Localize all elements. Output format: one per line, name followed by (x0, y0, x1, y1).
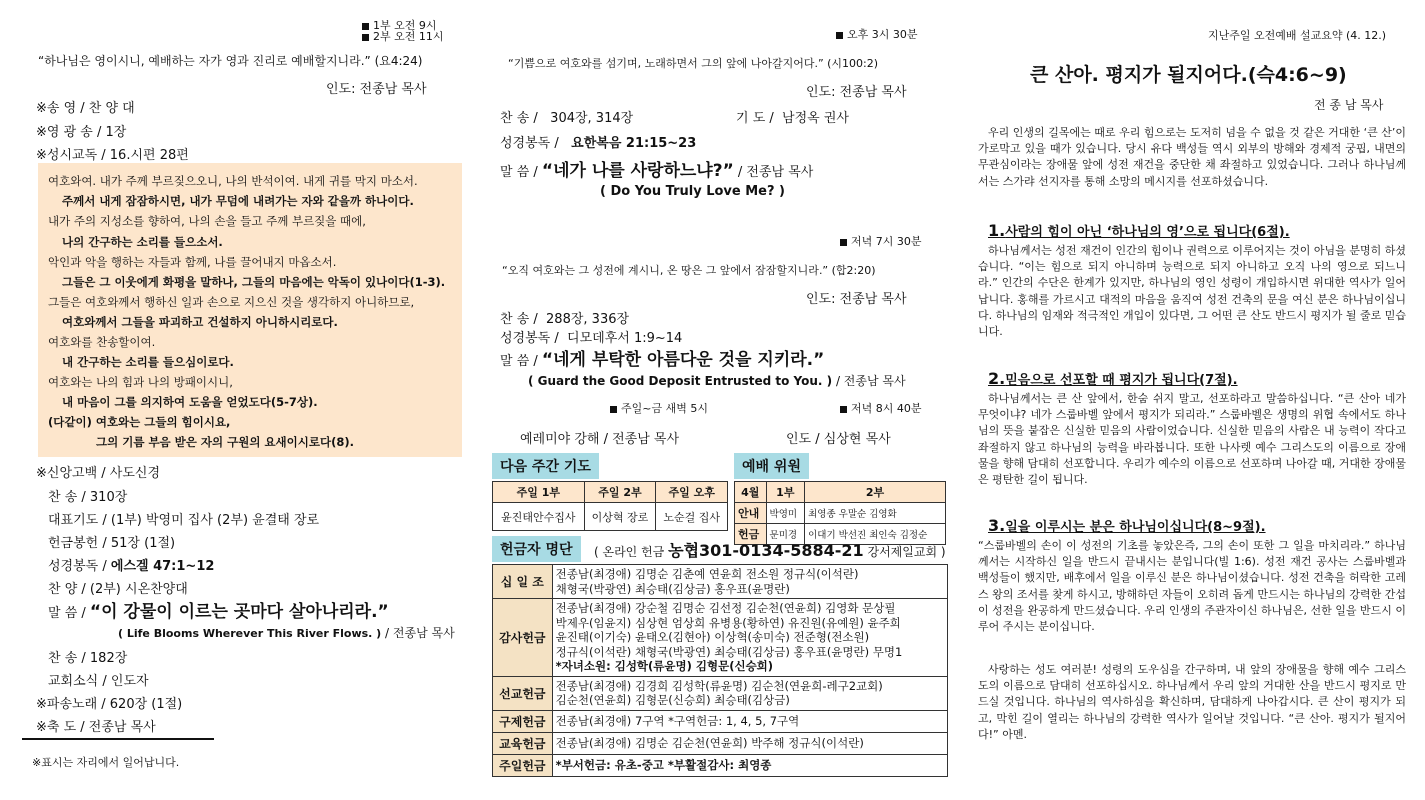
bullet-square-icon (836, 32, 843, 39)
summary-author: 전 종 남 목사 (1314, 98, 1384, 112)
reading-line: 여호와를 찬송할이여. (48, 335, 156, 349)
reading-line: 그의 기름 부음 받은 자의 구원의 요새이시로다(8). (96, 435, 354, 449)
committee-table (734, 481, 946, 545)
bullet-square-icon (840, 239, 847, 246)
reading-line: 그들은 그 이웃에게 화평을 말하나, 그들의 마음에는 악독이 있나이다(1-3). (62, 275, 446, 289)
point-heading-1: 1.사람의 힘이 아닌 ‘하나님의 영’으로 됩니다(6절). (988, 221, 1290, 240)
pm-hymn: 찬 송 / 304장, 314장 (500, 111, 634, 126)
divider (22, 738, 214, 740)
dawn-service-time: 주일~금 새벽 5시 (610, 400, 708, 416)
order-item: 헌금봉헌 / 51장 (1절) (48, 536, 176, 551)
table-row: 주일헌금 *부서헌금: 유초-중고 *부활절감사: 최영종 (493, 754, 948, 776)
evening-sermon-english: ( Guard the Good Deposit Entrusted to You. ) / 전종남 목사 (528, 374, 906, 388)
pm-service-time: 오후 3시 30분 (836, 26, 918, 42)
order-item: ※파송노래 / 620장 (1절) (36, 697, 183, 712)
reading-line: 내 마음이 그를 의지하여 도움을 얻었도다(5-7상). (62, 395, 318, 409)
summary-intro: 우리 인생의 길목에는 때로 우리 힘으로는 도저히 넘을 수 없을 것 같은 거대한 ‘큰 산’이 가로막고 있을 때가 있습니다. 당시 유다 백성들 역시 외부의 방해와 경제적 궁핍, 내면의 무관심이라는 장애물 앞에 성전 재건을 중단한 채 좌절하고 있었습니다. 그러나 하나님께서는 스가랴 선지자를 통해 소망의 메시지를 선포하셨습니다. (978, 126, 1406, 188)
reading-line: 악인과 악을 행하는 자들과 함께, 나를 끌어내지 마옵소서. (48, 255, 337, 269)
order-item: 찬 송 / 310장 (48, 490, 128, 505)
night-service-text: 인도 / 심상현 목사 (786, 432, 891, 447)
service-time-1: 1부 오전 9시 (373, 19, 437, 32)
order-item: 찬 송 / 182장 (48, 651, 128, 666)
table-header: 4월 1부 2부 (735, 482, 946, 503)
evening-reading: 성경봉독 / 디모데후서 1:9~14 (500, 331, 683, 346)
service-times (362, 20, 444, 42)
summary-title: 큰 산아. 평지가 될지어다.(슥4:6~9) (1030, 64, 1347, 86)
table-row: 구제헌금 전종남(최경애) 7구역 *구역헌금: 1, 4, 5, 7구역 (493, 710, 948, 732)
reading-line: 여호와는 나의 힘과 나의 방패이시니, (48, 375, 233, 389)
service-time-2: 2부 오전 11시 (373, 30, 444, 43)
reading-line: 내 간구하는 소리를 들으심이로다. (62, 355, 234, 369)
point-heading-2: 2.믿음으로 선포할 때 평지가 됩니다(7절). (988, 369, 1238, 388)
pm-leader: 인도: 전종남 목사 (806, 85, 907, 100)
bullet-square-icon (610, 406, 617, 413)
bullet-square-icon (362, 34, 369, 41)
prayer-table (492, 481, 728, 531)
reading-line: 내가 주의 지성소를 향하여, 나의 손을 들고 주께 부르짖을 때에, (48, 214, 366, 228)
service-leader: 인도: 전종남 목사 (326, 82, 427, 97)
reading-line: (다같이) 여호와는 그들의 힘이시요, (48, 415, 231, 429)
reading-line: 주께서 내게 잠잠하시면, 내가 무덤에 내려가는 자와 같을까 하나이다. (62, 194, 414, 208)
order-item: ※축 도 / 전종남 목사 (36, 720, 156, 735)
reading-line: 여호와께서 그들을 파괴하고 건설하지 아니하시리로다. (62, 315, 338, 329)
table-row: 감사헌금 전종남(최경애) 강순철 김명순 김선정 김순천(연윤희) 김영화 문상필 박제우(임윤지) 심상현 엄상희 유병용(황하연) 유진원(유예원) 윤주희 윤진태(이기숙) 윤태오(김현아) 이상혁(송미숙) 전준형(전소원) 정규식(이석란) 채형국(박광연) 최승태(김상금) 홍우표(윤명란) 무명1 *자녀소원: 김성학(류윤명) 김형문(신승희) (493, 599, 948, 677)
summary-closing: 사랑하는 성도 여러분! 성령의 도우심을 간구하며, 내 앞의 장애물을 향해 예수 그리스도의 이름으로 담대히 선포하십시오. 하나님께서 우리 앞의 거대한 산을 반드시 평지로 만드실 것입니다. 하나님의 역사하심을 확신하며, 담대하게 나아갑시다. 큰 산이 평지가 되고, 막힌 길이 열리는 하나님의 강력한 역사가 일어날 것입니다. “큰 산아. 평지가 될지어다!” 아멘. (978, 663, 1406, 741)
evening-service-time: 저녁 7시 30분 (840, 233, 922, 249)
point-body-1: 하나님께서는 성전 재건이 인간의 힘이나 권력으로 이루어지는 것이 아님을 분명히 하셨습니다. “이는 힘으로 되지 아니하며 능력으로 되지 아니하고 오직 나의 영으로 되느니라.” 인간의 수단은 한계가 있지만, 하나님의 영인 성령이 개입하시면 위대한 역사가 일어납니다. 홍해를 가르시고 대적의 마음을 움직여 성전 건축의 문을 여신 분은 하나님이십니다. 하나님의 임재와 적극적인 개입이 있다면, 그 어떤 큰 산도 반드시 평지가 될 줄로 믿습니다. (978, 244, 1406, 339)
summary-header: 지난주일 오전예배 설교요약 (4. 12.) (1208, 29, 1387, 42)
sermon-summary-column (960, 0, 1420, 800)
bank-account: 농협301-0134-5884-21 (668, 541, 864, 560)
order-item: ※신앙고백 / 사도신경 (36, 466, 161, 481)
evening-leader: 인도: 전종남 목사 (806, 292, 907, 307)
dawn-service-text: 예레미야 강해 / 전종남 목사 (520, 432, 680, 447)
order-item: ※송 영 / 찬 양 대 (36, 101, 135, 116)
committee-section-title: 예배 위원 (734, 453, 809, 479)
table-row: 안내 박영미 최영종 우말순 김영화 (735, 503, 946, 524)
afternoon-evening-column (480, 0, 950, 800)
offering-section-title: 헌금자 명단 (492, 536, 581, 562)
evening-sermon: 말 씀 / “네게 부탁한 아름다운 것을 지키라.” (500, 350, 825, 370)
sermon-english: ( Life Blooms Wherever This River Flows. ) / 전종남 목사 (118, 626, 455, 640)
point-body-3: “스룹바벨의 손이 이 성전의 기초를 놓았은즉, 그의 손이 또한 그 일을 마치리라.” 하나님께서는 시작하신 일을 반드시 끝내시는 분입니다(빌 1:6). 성전 재건 공사는 스룹바벨과 백성들이 했지만, 배후에서 일을 이루신 분은 하나님이셨습니다. 성전 건축을 허락한 고레스 왕의 조서를 찾게 하시고, 방해하던 자들이 오히려 돕게 만드시는 하나님의 강력한 간섭이 성전을 완공하게 만드셨습니다. 우리 인생의 주관자이신 하나님은, 선한 일을 반드시 이루어 주시는 분이십니다. (978, 539, 1406, 634)
evening-hymn: 찬 송 / 288장, 336장 (500, 312, 630, 327)
order-item: ※영 광 송 / 1장 (36, 125, 127, 140)
order-item: 교회소식 / 인도자 (48, 674, 149, 689)
bullet-square-icon (840, 406, 847, 413)
online-offering-info: ( 온라인 헌금 농협301-0134-5884-21 강서제일교회 ) (594, 541, 946, 560)
reading-line: 여호와여. 내가 주께 부르짖으오니, 나의 반석이여. 내게 귀를 막지 마소서. (48, 174, 418, 188)
night-service-time: 저녁 8시 40분 (840, 400, 922, 416)
sermon-line: 말 씀 / “이 강물이 이르는 곳마다 살아나리라.” (48, 602, 389, 622)
pm-prayer: 기 도 / 남정옥 권사 (736, 111, 849, 126)
order-item: 성경봉독 / 에스겔 47:1~12 (48, 559, 215, 574)
pm-reading: 성경봉독 / 요한복음 21:15~23 (500, 136, 697, 151)
evening-verse: “오직 여호와는 그 성전에 계시니, 온 땅은 그 앞에서 잠잠할지니라.” (합2:20) (502, 264, 876, 277)
point-heading-3: 3.일을 이루시는 분은 하나님이십니다(8~9절). (988, 516, 1266, 535)
table-row: 윤진태안수집사 이상혁 장로 노순걸 집사 (493, 503, 728, 531)
point-body-2: 하나님께서는 큰 산 앞에서, 한숨 쉬지 말고, 선포하라고 말씀하십니다. “큰 산아 네가 무엇이냐? 네가 스룹바벨 앞에서 평지가 되리라.” 스룹바벨은 생명의 위협 속에서도 하나님의 뜻을 붙잡은 신실한 믿음의 사람이었습니다. 신실한 믿음의 사람은 내 능력이 작다고 좌절하지 않고 하나님의 능력을 바라봅니다. 또한 나사렛 예수 그리스도의 이름으로 장애물을 향해 담대히 선포합니다. 우리가 예수의 이름으로 선포하며 나아갈 때, 거대한 장애물은 평탄한 길이 됩니다. (978, 392, 1406, 487)
table-row: 교육헌금 전종남(최경애) 김명순 김순천(연윤희) 박주해 정규식(이석란) (493, 732, 948, 754)
invocation-verse: “하나님은 영이시니, 예배하는 자가 영과 진리로 예배할지니라.” (요4:24) (38, 54, 423, 68)
pm-sermon: 말 씀 / “네가 나를 사랑하느냐?” / 전종남 목사 (500, 161, 814, 181)
pm-verse: “기쁨으로 여호와를 섬기며, 노래하면서 그의 앞에 나아갈지어다.” (시100:2) (508, 57, 879, 70)
bullet-square-icon (362, 23, 369, 30)
standing-footnote: ※표시는 자리에서 일어납니다. (32, 756, 180, 769)
morning-service-column (0, 0, 470, 800)
pm-sermon-english: ( Do You Truly Love Me? ) (600, 184, 786, 199)
sermon-title: “이 강물이 이르는 곳마다 살아나리라.” (89, 602, 389, 622)
offering-table (492, 564, 948, 777)
table-row: 십 일 조 전종남(최경애) 김명순 김춘예 연윤희 전소원 정규식(이석란) 채형국(박광연) 최승태(김상금) 홍우표(윤명란) (493, 565, 948, 599)
prayer-section-title: 다음 주간 기도 (492, 453, 599, 479)
table-row: 헌금 문미경 이대기 박선진 최인숙 김정순 (735, 524, 946, 545)
reading-line: 그들은 여호와께서 행하신 일과 손으로 지으신 것을 생각하지 아니하므로, (48, 295, 415, 309)
table-row: 선교헌금 전종남(최경애) 김경희 김성학(류윤명) 김순천(연윤희-레구2교회) 김순천(연윤희) 김형문(신승희) 최승태(김상금) (493, 676, 948, 710)
reading-line: 나의 간구하는 소리를 들으소서. (62, 235, 223, 249)
table-header: 주일 1부 주일 2부 주일 오후 (493, 482, 728, 503)
order-item: 찬 양 / (2부) 시온찬양대 (48, 582, 188, 597)
order-item: ※성시교독 / 16.시편 28편 (36, 148, 189, 163)
order-item: 대표기도 / (1부) 박영미 집사 (2부) 윤결태 장로 (48, 513, 320, 528)
